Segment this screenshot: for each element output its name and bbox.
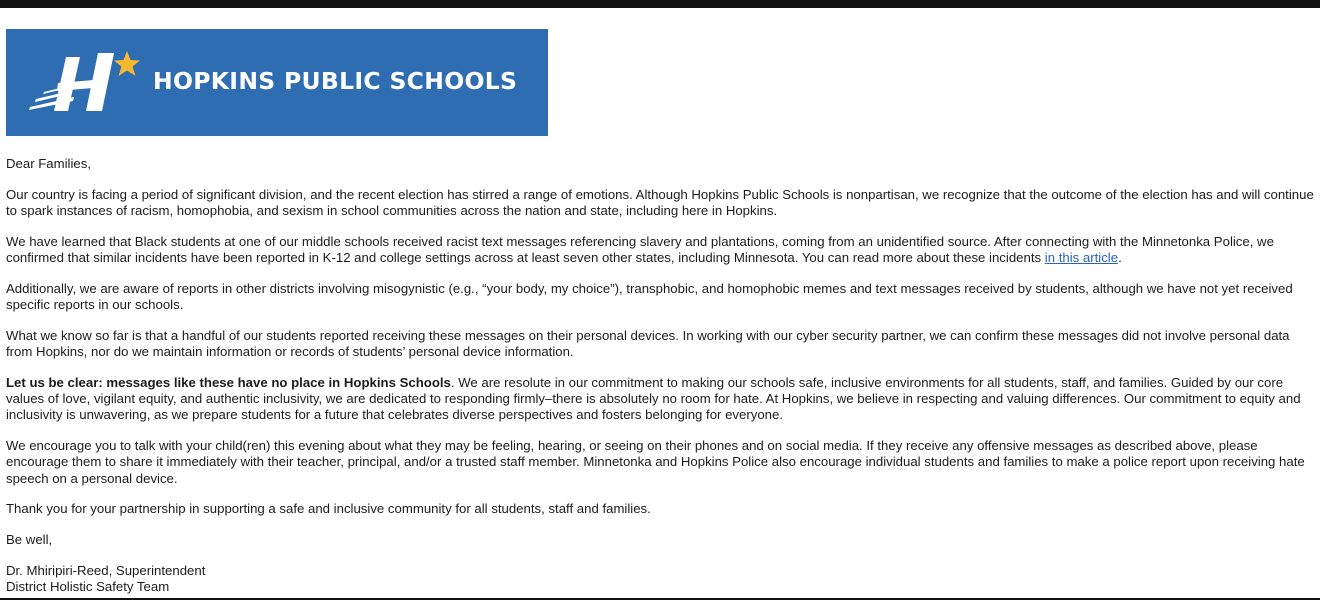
paragraph-incident-text: We have learned that Black students at one of our middle schools received racist text messages referencing slavery and plantations, coming from an unidentified source. After connecting with the Minnetonka Police, we confirmed that similar incidents have been reported in K-12 and college settings across at least seven other states, including Minnesota. You can read more about these incidents — [6, 233, 1274, 265]
article-link[interactable]: in this article — [1044, 250, 1119, 265]
school-name: HOPKINS PUBLIC SCHOOLS — [153, 67, 518, 95]
commitment-text: . We are resolute in our commitment to making our schools safe, inclusive environments for all students, staff, and families. Guided by our core values of love, vigilant equity, and authentic inclusivity, we are dedicated to responding firmly–there is absolutely no room for hate. At Hopkins, we believe in respecting and valuing differences. Our commitment to equity and inclusivity is unwavering, as we prepare students for a future that celebrates diverse perspectives and fosters belonging for everyone. — [6, 374, 1301, 423]
paragraph-commitment — [6, 375, 1316, 424]
signature — [6, 563, 1316, 596]
paragraph-encourage: We encourage you to talk with your child(ren) this evening about what they may be feeling, hearing, or seeing on their phones and on social media. If they receive any offensive messages as described above, please encourage them to share it immediately with their teacher, principal, and/or a trusted staff member. Minnetonka and Hopkins Police also encourage individual students and families to make a police report upon receiving hate speech on a personal device. — [6, 438, 1305, 486]
top-border — [0, 0, 1320, 8]
paragraph-incident-end: . — [1118, 250, 1122, 265]
hopkins-logo-icon — [28, 49, 143, 117]
commitment-statement: Let us be clear: messages like these have no place in Hopkins Schools — [6, 374, 451, 390]
signature-name: Dr. Mhiripiri-Reed, Superintendent — [6, 562, 206, 578]
paragraph-thanks: Thank you for your partnership in supporting a safe and inclusive community for all students, staff and families. — [6, 501, 651, 517]
school-banner — [6, 29, 548, 136]
greeting: Dear Families, — [6, 156, 92, 171]
paragraph-election: Our country is facing a period of significant division, and the recent election has stirred a range of emotions. Although Hopkins Public Schools is nonpartisan, we recognize that the outcome of the election has and will continue to spark instances of racism, homophobia, and sexism in school communities across the nation and state, including here in Hopkins. — [6, 186, 1314, 218]
paragraph-other-districts: Additionally, we are aware of reports in other districts involving misogynistic (e.g., “your body, my choice”), transphobic, and homophobic memes and text messages received by students, although we have not yet received specific reports in our schools. — [6, 280, 1293, 312]
paragraph-incident — [6, 234, 1316, 267]
signature-team: District Holistic Safety Team — [6, 579, 170, 594]
paragraph-devices: What we know so far is that a handful of our students reported receiving these messages on their personal devices. In working with our cyber security partner, we can confirm these messages did not involve personal data from Hopkins, nor do we maintain information or records of students’ personal device information. — [6, 327, 1290, 359]
closing: Be well, — [6, 532, 53, 547]
letter-body — [6, 156, 1316, 600]
